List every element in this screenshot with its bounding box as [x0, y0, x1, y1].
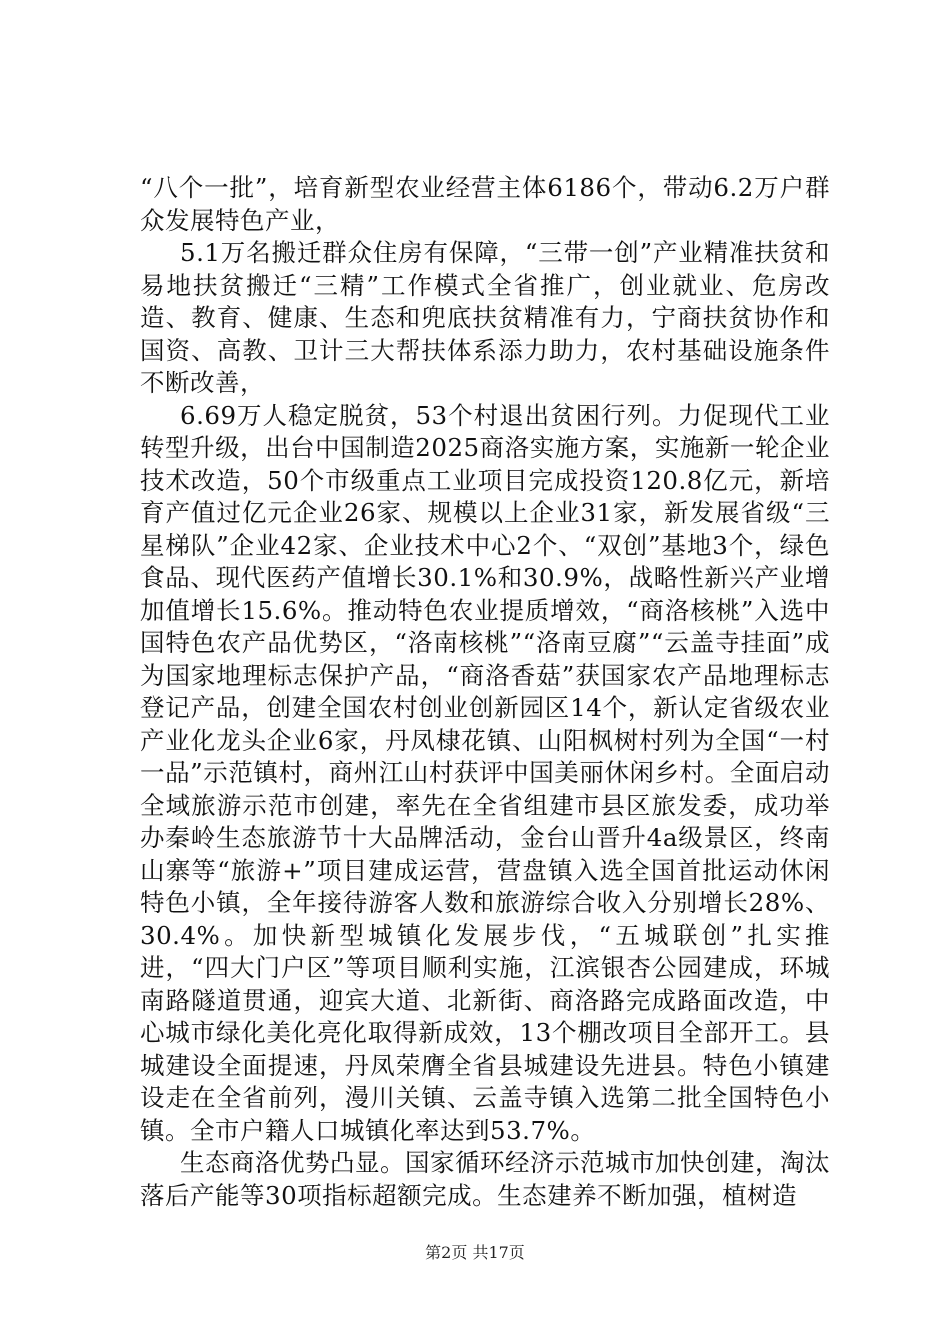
- paragraph-2: 5.1万名搬迁群众住房有保障，“三带一创”产业精准扶贫和易地扶贫搬迁“三精”工作模式全省推广，创业就业、危房改造、教育、健康、生态和兜底扶贫精准有力，宁商扶贫协作和国资、高教、卫计三大帮扶体系添力助力，农村基础设施条件不断改善，: [140, 238, 830, 397]
- paragraph-3: 6.69万人稳定脱贫，53个村退出贫困行列。力促现代工业转型升级，出台中国制造2025商洛实施方案，实施新一轮企业技术改造，50个市级重点工业项目完成投资120.8亿元，新培育产值过亿元企业26家、规模以上企业31家，新发展省级“三星梯队”企业42家、企业技术中心2个、“双创”基地3个，绿色食品、现代医药产值增长30.1%和30.9%，战略性新兴产业增加值增长15.6%。推动特色农业提质增效，“商洛核桃”入选中国特色农产品优势区，“洛南核桃”“洛南豆腐”“云盖寺挂面”成为国家地理标志保护产品，“商洛香菇”获国家农产品地理标志登记产品，创建全国农村创业创新园区14个，新认定省级农业产业化龙头企业6家，丹凤棣花镇、山阳枫树村列为全国“一村一品”示范镇村，商州江山村获评中国美丽休闲乡村。全面启动全域旅游示范市创建，率先在全省组建市县区旅发委，成功举办秦岭生态旅游节十大品牌活动，金台山晋升4a级景区，终南山寨等“旅游+”项目建成运营，营盘镇入选全国首批运动休闲特色小镇，全年接待游客人数和旅游综合收入分别增长28%、30.4%。加快新型城镇化发展步伐，“五城联创”扎实推进，“四大门户区”等项目顺利实施，江滨银杏公园建成，环城南路隧道贯通，迎宾大道、北新街、商洛路完成路面改造，中心城市绿化美化亮化取得新成效，13个棚改项目全部开工。县城建设全面提速，丹凤荣膺全省县城建设先进县。特色小镇建设走在全省前列，漫川关镇、云盖寺镇入选第二批全国特色小镇。全市户籍人口城镇化率达到53.7%。: [140, 400, 830, 1145]
- document-body: [140, 172, 830, 1212]
- paragraph-4: 生态商洛优势凸显。国家循环经济示范城市加快创建，淘汰落后产能等30项指标超额完成。生态建养不断加强，植树造: [140, 1148, 830, 1210]
- page-number-footer: 第2页 共17页: [425, 1243, 525, 1262]
- paragraph-1: “八个一批”，培育新型农业经营主体6186个，带动6.2万户群众发展特色产业，: [140, 173, 830, 235]
